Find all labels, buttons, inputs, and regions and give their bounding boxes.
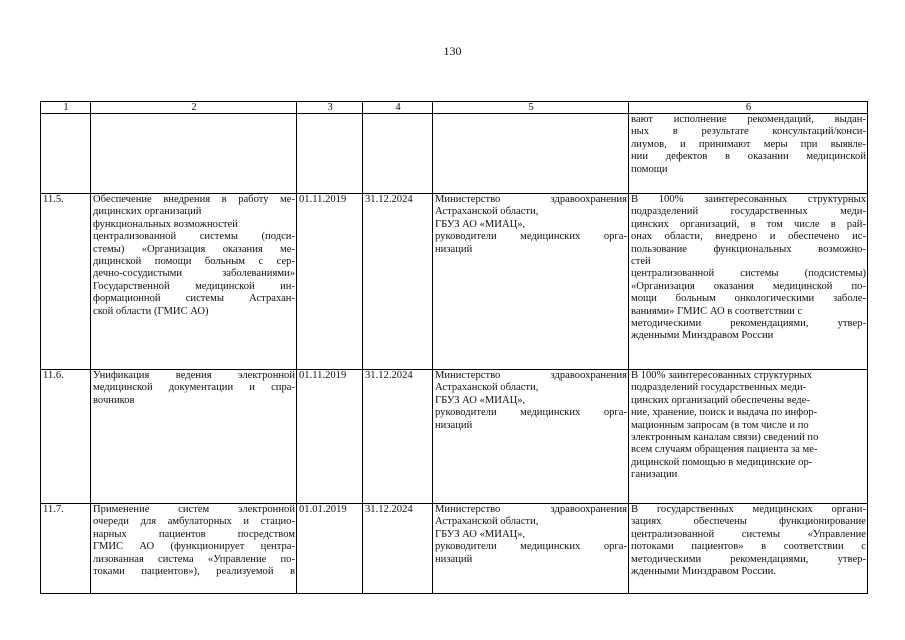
executors-cell: [433, 194, 629, 370]
result-line: методическими рекомендациями, утвер-: [631, 318, 866, 330]
row-number: 11.7.: [41, 504, 91, 594]
result-line: жденными Минздравом России: [631, 330, 774, 342]
result-line: централизованной системы (подсистемы): [631, 268, 866, 280]
executor-line: ГБУЗ АО «МИАЦ»,: [435, 528, 526, 540]
end-date: [363, 114, 433, 194]
result-line: жденными Минздравом России.: [631, 566, 776, 578]
executor-line: Министерство здравоохранения: [435, 370, 627, 381]
executor-line: Министерство здравоохранения: [435, 504, 627, 515]
task-cell: [91, 504, 297, 594]
result-line: мационным запросам (в том числе и по: [631, 419, 809, 431]
table-row: [41, 370, 868, 504]
result-line: методическими рекомендациями, утвер-: [631, 553, 866, 565]
executor-line: Астраханской области,: [435, 382, 539, 394]
result-line: вают исполнение рекомендаций, выдан-: [631, 114, 866, 125]
result-line: «Организация оказания медицинской по-: [631, 280, 866, 292]
table-header-row: [41, 102, 868, 114]
result-line: подразделений государственных меди-: [631, 382, 807, 394]
result-line: централизованной системы «Управление: [631, 528, 866, 540]
task-line: Государственной медицинской ин-: [93, 280, 295, 292]
task-line: ГМИС АО (функционирует центра-: [93, 541, 295, 553]
row-number: 11.5.: [41, 194, 91, 370]
end-date: 31.12.2024: [363, 370, 433, 504]
task-line: дицинских организаций: [93, 206, 202, 218]
result-line: ганизации: [631, 469, 678, 481]
page-number: 130: [443, 44, 462, 58]
result-line: дицинской помощью в медицинские ор-: [631, 456, 813, 468]
result-cell: [629, 194, 868, 370]
row-number: 11.6.: [41, 370, 91, 504]
table-row: [41, 194, 868, 370]
task-line: стемы) «Организация оказания ме-: [93, 243, 295, 255]
col-header-3: 3: [297, 102, 363, 114]
task-line: централизованной системы (подси-: [93, 231, 295, 243]
result-line: помощи: [631, 163, 668, 175]
task-line: очереди для амбулаторных и стацио-: [93, 516, 295, 528]
result-line: В 100% заинтересованных структурных: [631, 194, 866, 205]
executor-line: низаций: [435, 243, 473, 255]
start-date: [297, 114, 363, 194]
task-line: функциональных возможностей: [93, 218, 238, 230]
result-line: В государственных медицинских органи-: [631, 504, 866, 515]
executors-cell: [433, 504, 629, 594]
task-line: Обеспечение внедрения в работу ме-: [93, 194, 295, 205]
executor-line: ГБУЗ АО «МИАЦ»,: [435, 218, 526, 230]
result-line: мощи больным онкологическими заболе-: [631, 293, 866, 305]
col-header-4: 4: [363, 102, 433, 114]
result-cell: [629, 504, 868, 594]
task-line: Унификация ведения электронной: [93, 370, 295, 381]
table-row: [41, 114, 868, 194]
start-date: 01.01.2019: [297, 504, 363, 594]
executor-line: низаций: [435, 419, 473, 431]
result-line: ваниями» ГМИС АО в соответствии с: [631, 305, 803, 317]
task-line: формационной системы Астрахан-: [93, 293, 295, 305]
result-line: подразделений государственных меди-: [631, 206, 866, 218]
executor-line: руководители медицинских орга-: [435, 541, 627, 553]
executor-line: Астраханской области,: [435, 206, 539, 218]
col-header-6: 6: [629, 102, 868, 114]
result-line: В 100% заинтересованных структурных: [631, 370, 812, 381]
task-line: дицинской помощи больным с сер-: [93, 256, 295, 268]
table-row: [41, 504, 868, 594]
result-line: нии дефектов в оказании медицинской: [631, 151, 866, 163]
task-cell: [91, 194, 297, 370]
end-date: 31.12.2024: [363, 194, 433, 370]
task-line: медицинской документации и спра-: [93, 382, 295, 394]
col-header-5: 5: [433, 102, 629, 114]
measures-table: [40, 101, 868, 594]
result-cell: [629, 370, 868, 504]
task-line: токами пациентов»), реализуемой в: [93, 566, 295, 578]
result-line: лиумов, и принимают меры при выявле-: [631, 138, 866, 150]
task-line: ской области (ГМИС АО): [93, 305, 209, 317]
executor-line: Астраханской области,: [435, 516, 539, 528]
task-line: нарных пациентов посредством: [93, 528, 295, 540]
task-cell: [91, 370, 297, 504]
start-date: 01.11.2019: [297, 370, 363, 504]
result-line: зациях обеспечены функционирование: [631, 516, 866, 528]
row-number: [41, 114, 91, 194]
result-line: пользование функциональных возможно-: [631, 243, 866, 255]
executors-cell: [433, 114, 629, 194]
task-line: лизованная система «Управление по-: [93, 553, 295, 565]
start-date: 01.11.2019: [297, 194, 363, 370]
result-cell: [629, 114, 868, 194]
col-header-1: 1: [41, 102, 91, 114]
result-line: стей: [631, 256, 651, 268]
task-line: Применение систем электронной: [93, 504, 295, 515]
result-line: всем случаям обращения пациента за ме-: [631, 444, 818, 456]
executors-cell: [433, 370, 629, 504]
task-line: дечно-сосудистыми заболеваниями»: [93, 268, 295, 280]
executor-line: руководители медицинских орга-: [435, 231, 627, 243]
task-cell: [91, 114, 297, 194]
task-line: вочников: [93, 394, 135, 406]
executor-line: руководители медицинских орга-: [435, 407, 627, 419]
result-line: цинских организаций обеспечены веде-: [631, 394, 810, 406]
end-date: 31.12.2024: [363, 504, 433, 594]
result-line: цинских организаций, в том числе в рай-: [631, 218, 866, 230]
result-line: потоками пациентов» в соответствии с: [631, 541, 866, 553]
result-line: онах области, внедрено и обеспечено ис-: [631, 231, 866, 243]
executor-line: низаций: [435, 553, 473, 565]
result-line: электронным каналам связи) сведений по: [631, 432, 819, 444]
result-line: ние, хранение, поиск и выдача по инфор-: [631, 407, 818, 419]
result-line: ных в результате консультаций/конси-: [631, 126, 866, 138]
executor-line: ГБУЗ АО «МИАЦ»,: [435, 394, 526, 406]
col-header-2: 2: [91, 102, 297, 114]
executor-line: Министерство здравоохранения: [435, 194, 627, 205]
